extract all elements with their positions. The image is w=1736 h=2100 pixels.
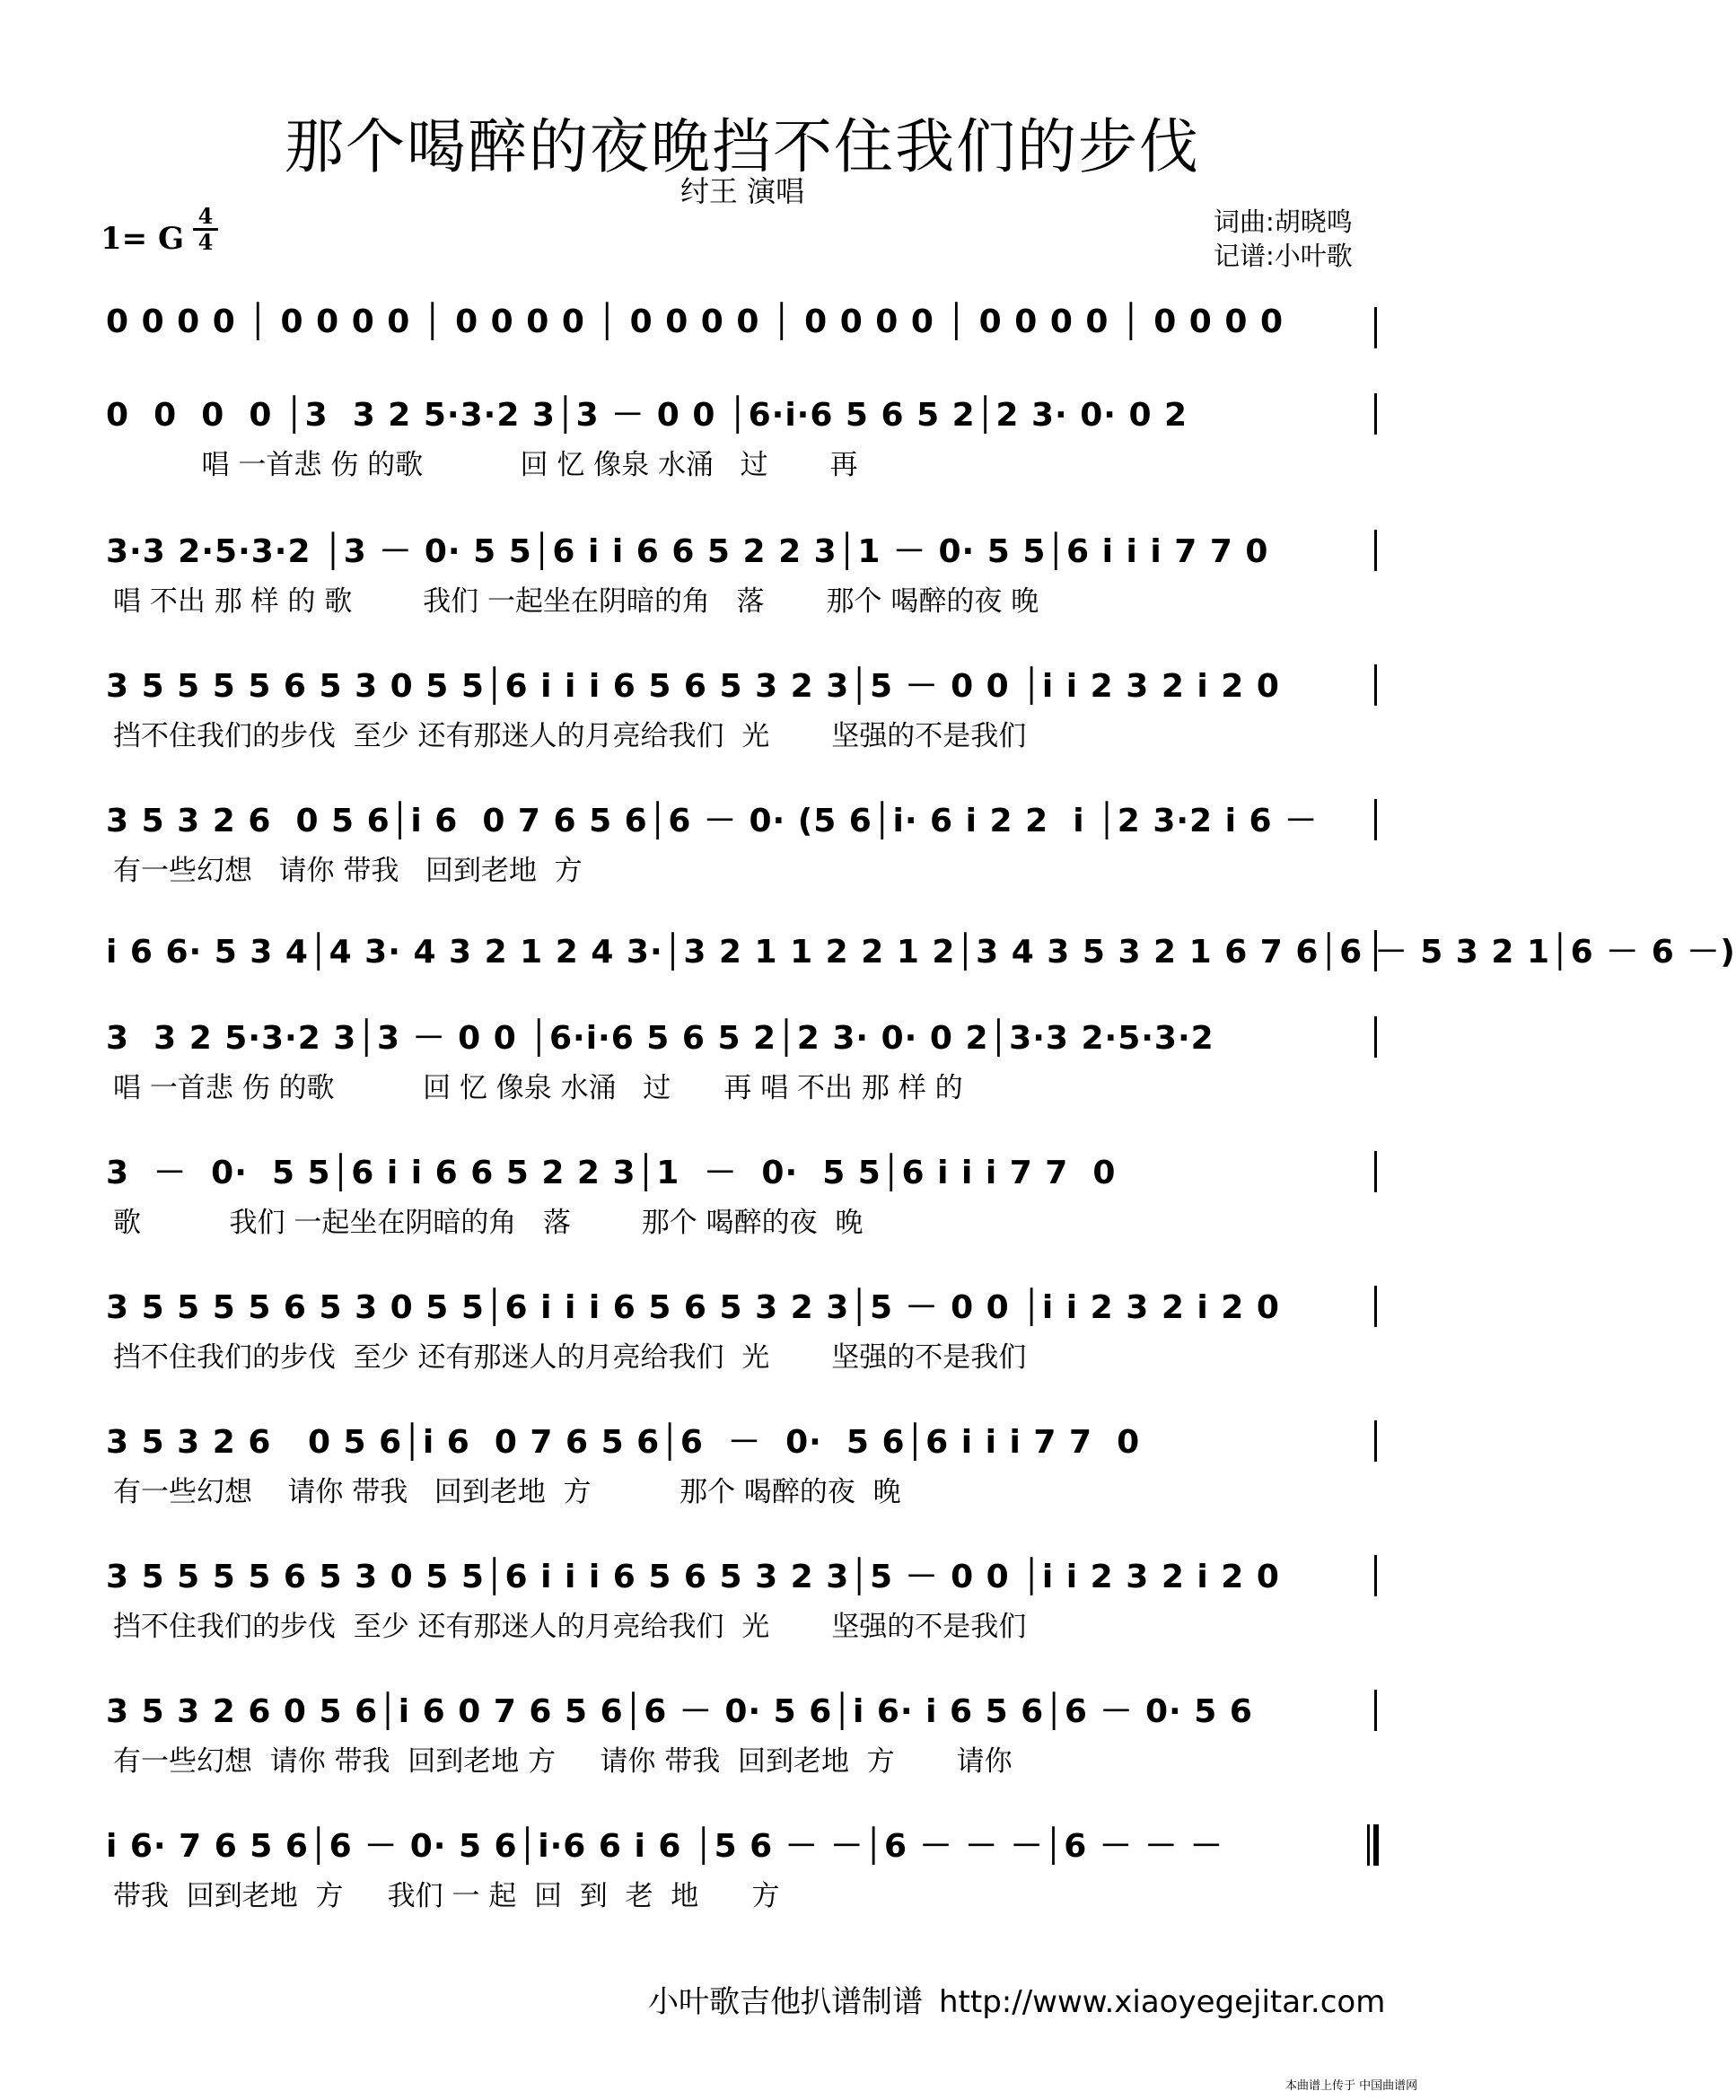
lyric-line: 唱 不出 那 样 的 歌 我们 一起坐在阴暗的角 落 那个 喝醉的夜 晚 [113, 585, 1039, 618]
lyric-line: 挡不住我们的步伐 至少 还有那迷人的月亮给我们 光 坚强的不是我们 [113, 1341, 1027, 1374]
footer [648, 1977, 1385, 2021]
song-title: 那个喝醉的夜晚挡不住我们的步伐 [285, 112, 1200, 181]
staff-system [0, 390, 1485, 497]
notation-line: 3 5 3 2 6 0 5 6│i 6 0 7 6 5 6│6 － 0· 5 6│6 i i i 7 7 0 [106, 1424, 1141, 1461]
lyric-line: 唱 一首悲 伤 的歌 回 忆 像泉 水涌 过 再 [113, 449, 858, 481]
staff-system [0, 1147, 1485, 1255]
singer-line: 纣王 演唱 [679, 174, 805, 208]
lyric-line: 挡不住我们的步伐 至少 还有那迷人的月亮给我们 光 坚强的不是我们 [113, 720, 1027, 752]
time-signature [190, 205, 221, 254]
upload-stamp: 本曲谱上传于 中国曲谱网 [1285, 2079, 1418, 2093]
footer-brand: 小叶歌吉他扒谱制谱 [648, 1984, 923, 2020]
staff-system [0, 1282, 1485, 1390]
staff-system [0, 661, 1485, 769]
notation-line: i 6· 7 6 5 6│6 － 0· 5 6│i·6 6 i 6 │5 6 － －│6 － － －│6 － － － [106, 1828, 1223, 1865]
notation-line: 3 5 3 2 6 0 5 6│i 6 0 7 6 5 6│6 － 0· 5 6│i 6· i 6 5 6│6 － 0· 5 6 [106, 1693, 1253, 1730]
meter-top: 4 [197, 203, 214, 229]
notation-line: 3 5 5 5 5 6 5 3 0 5 5│6 i i i 6 5 6 5 3 2 3│5 － 0 0 │i i 2 3 2 i 2 0 [106, 1559, 1280, 1595]
notation-line: i 6 6· 5 3 4│4 3· 4 3 2 1 2 4 3·│3 2 1 1 2 2 1 2│3 4 3 5 3 2 1 6 7 6│6 － 5 3 2 1│6 － 6 －) [106, 934, 1736, 971]
lyric-line: 歌 我们 一起坐在阴暗的角 落 那个 喝醉的夜 晚 [113, 1207, 864, 1239]
meter-bottom: 4 [197, 229, 214, 255]
notation-line: 0 0 0 0 │ 0 0 0 0 │ 0 0 0 0 │ 0 0 0 0 │ 0 0 0 0 │ 0 0 0 0 │ 0 0 0 0 [106, 303, 1284, 340]
lyric-line: 有一些幻想 请你 带我 回到老地 方 [113, 855, 583, 887]
lyric-line: 有一些幻想 请你 带我 回到老地 方 请你 带我 回到老地 方 请你 [113, 1745, 1013, 1778]
footer-url[interactable]: http://www.xiaoyegejitar.com [939, 1984, 1386, 2020]
key-signature: 1= G [101, 221, 185, 257]
staff-system [0, 1417, 1485, 1524]
notation-line: 3 3 2 5·3·2 3│3 － 0 0 │6·i·6 5 6 5 2│2 3· 0· 0 2│3·3 2·5·3·2 [106, 1020, 1214, 1057]
staff-system [0, 1686, 1485, 1794]
lyric-line: 带我 回到老地 方 我们 一 起 回 到 老 地 方 [113, 1880, 780, 1912]
credits [1214, 205, 1353, 273]
notation-line: 3 5 3 2 6 0 5 6│i 6 0 7 6 5 6│6 － 0· (5 6│i· 6 i 2 2 i │2 3·2 i 6 － [106, 803, 1319, 839]
lyric-line: 挡不住我们的步伐 至少 还有那迷人的月亮给我们 光 坚强的不是我们 [113, 1611, 1027, 1643]
transcriber-credit: 记谱:小叶歌 [1214, 241, 1353, 271]
notation-line: 0 0 0 0 │3 3 2 5·3·2 3│3 － 0 0 │6·i·6 5 6 5 2│2 3· 0· 0 2 [106, 397, 1188, 434]
staff-system [0, 526, 1485, 634]
composer-credit: 词曲:胡晓鸣 [1214, 206, 1353, 237]
lyric-line: 唱 一首悲 伤 的歌 回 忆 像泉 水涌 过 再 唱 不出 那 样 的 [113, 1072, 963, 1104]
notation-line: 3 5 5 5 5 6 5 3 0 5 5│6 i i i 6 5 6 5 3 2 3│5 － 0 0 │i i 2 3 2 i 2 0 [106, 1289, 1280, 1326]
staff-system [0, 1551, 1485, 1659]
notation-line: 3 － 0· 5 5│6 i i 6 6 5 2 2 3│1 － 0· 5 5│6 i i i 7 7 0 [106, 1155, 1117, 1191]
staff-system [0, 1013, 1485, 1120]
lyric-line: 有一些幻想 请你 带我 回到老地 方 那个 喝醉的夜 晚 [113, 1476, 901, 1508]
staff-system [0, 1821, 1485, 1929]
notation-line: 3·3 2·5·3·2 │3 － 0· 5 5│6 i i 6 6 5 2 2 3│1 － 0· 5 5│6 i i i 7 7 0 [106, 533, 1269, 570]
staff-system [0, 795, 1485, 903]
notation-line: 3 5 5 5 5 6 5 3 0 5 5│6 i i i 6 5 6 5 3 2 3│5 － 0 0 │i i 2 3 2 i 2 0 [106, 668, 1280, 705]
